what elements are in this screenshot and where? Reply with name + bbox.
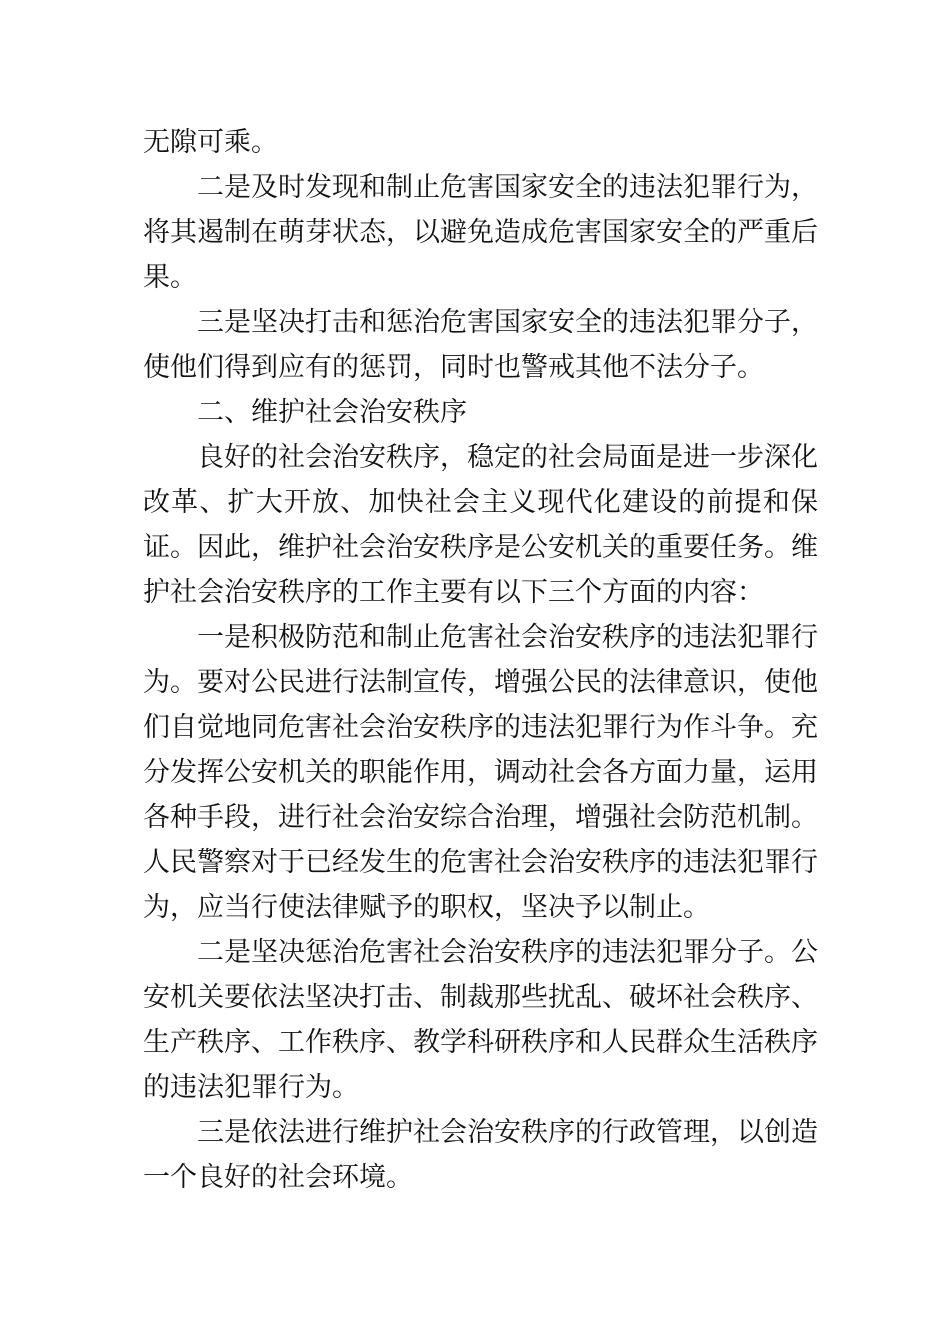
paragraph-intro: 良好的社会治安秩序，稳定的社会局面是进一步深化改革、扩大开放、加快社会主义现代化建设的前提和保证。因此，维护社会治安秩序是公安机关的重要任务。维护社会治安秩序的工作主要有以下三个方面的内容： xyxy=(143,442,818,608)
paragraph-item-three: 三是坚决打击和惩治危害国家安全的违法犯罪分子，使他们得到应有的惩罚，同时也警戒其他不法分子。 xyxy=(143,307,818,383)
paragraph-point-two: 二是坚决惩治危害社会治安秩序的违法犯罪分子。公安机关要依法坚决打击、制裁那些扰乱、破坏社会秩序、生产秩序、工作秩序、教学科研秩序和人民群众生活秩序的违法犯罪行为。 xyxy=(143,937,818,1103)
paragraph-point-one: 一是积极防范和制止危害社会治安秩序的违法犯罪行为。要对公民进行法制宣传，增强公民的法律意识，使他们自觉地同危害社会治安秩序的违法犯罪行为作斗争。充分发挥公安机关的职能作用，调动社会各方面力量，运用各种手段，进行社会治安综合治理，增强社会防范机制。人民警察对于已经发生的危害社会治安秩序的违法犯罪行为，应当行使法律赋予的职权，坚决予以制止。 xyxy=(143,622,818,923)
paragraph-continuation: 无隙可乘。 xyxy=(143,127,278,158)
section-heading: 二、维护社会治安秩序 xyxy=(197,397,467,428)
paragraph-point-three: 三是依法进行维护社会治安秩序的行政管理，以创造一个良好的社会环境。 xyxy=(143,1117,818,1193)
document-body xyxy=(143,120,818,1200)
paragraph-item-two: 二是及时发现和制止危害国家安全的违法犯罪行为，将其遏制在萌芽状态，以避免造成危害国家安全的严重后果。 xyxy=(143,172,818,293)
